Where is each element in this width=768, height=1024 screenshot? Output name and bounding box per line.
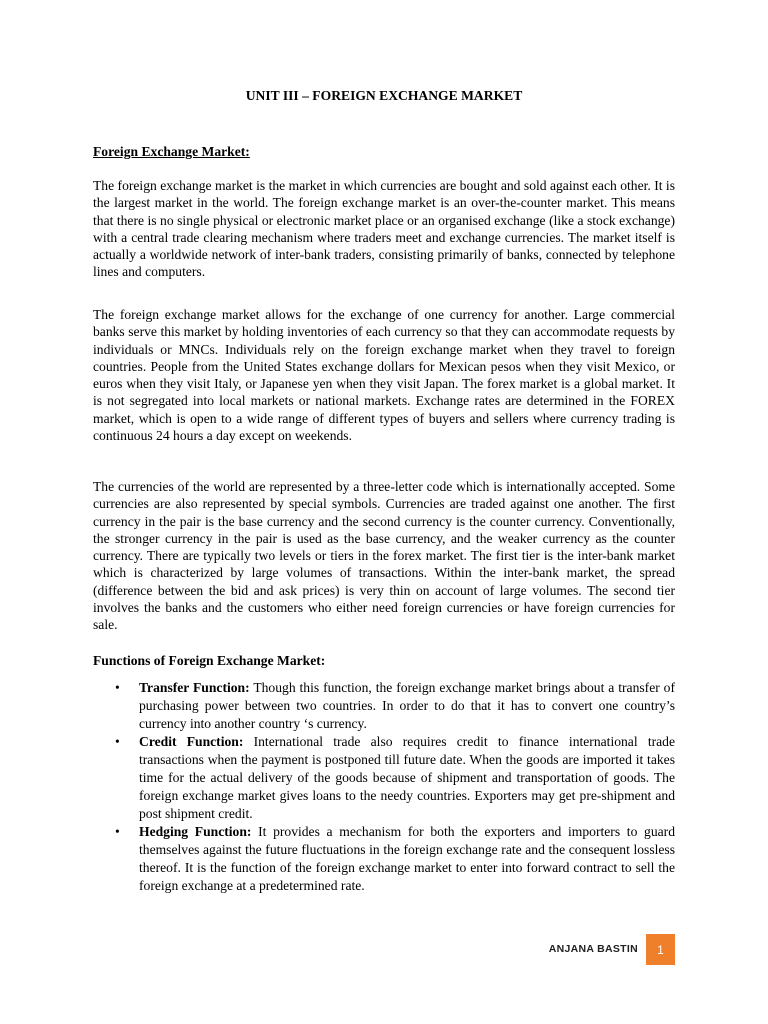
- functions-heading: Functions of Foreign Exchange Market:: [93, 653, 326, 668]
- bullet-icon: •: [115, 824, 120, 839]
- function-name: Transfer Function:: [139, 680, 250, 695]
- paragraph-intro: The foreign exchange market is the market in which currencies are bought and sold against each other. It is the largest market in the world. The foreign exchange market is an over-the-counter market. This means that there is no single physical or electronic market place or an organised exchange (like a stock exchange) with a central trade clearing mechanism where traders meet and exchange currencies. The market itself is actually a worldwide network of inter-bank traders, consisting primarily of banks, connected by telephone lines and computers.: [93, 178, 675, 280]
- function-item-transfer: [93, 679, 675, 733]
- function-text: Though this function, the foreign exchange market brings about a transfer of purchasing power between two countries. In order to do that it has to convert one country’s currency into another country ‘s currency.: [139, 680, 675, 731]
- function-name: Hedging Function:: [139, 824, 252, 839]
- footer-author: ANJANA BASTIN: [548, 943, 638, 955]
- bullet-icon: •: [115, 734, 120, 749]
- function-text: International trade also requires credit to finance international trade transactions when the payment is postponed till future date. When the goods are imported it takes time for the actual delivery of the goods because of shipment and transportation of goods. The foreign exchange market gives loans to the needy countries. Exporters may get pre-shipment and post shipment credit.: [139, 734, 676, 821]
- functions-list: [93, 679, 675, 895]
- section-heading: Foreign Exchange Market:: [93, 144, 250, 159]
- function-item-credit: [93, 733, 675, 823]
- document-title: UNIT III – FOREIGN EXCHANGE MARKET: [245, 88, 523, 103]
- function-item-hedging: [93, 823, 675, 895]
- paragraph-exchange: The foreign exchange market allows for the exchange of one currency for another. Large commercial banks serve this market by holding inventories of each currency so that they can accommodate requests by individuals or MNCs. Individuals rely on the foreign exchange market when they travel to foreign countries. People from the United States exchange dollars for Mexican pesos when they visit Mexico, or euros when they visit Italy, or Japanese yen when they visit Japan. The forex market is a global market. It is not segregated into local markets or national markets. Exchange rates are determined in the FOREX market, which is open to a wide range of different types of buyers and sellers where currency trading is continuous 24 hours a day except on weekends.: [93, 307, 675, 444]
- bullet-icon: •: [115, 680, 120, 695]
- page-number-badge: 1: [646, 934, 675, 965]
- function-text: It provides a mechanism for both the exporters and importers to guard themselves against the future fluctuations in the foreign exchange rate and the consequent lossless thereof. It is the function of the foreign exchange market to enter into forward contract to sell the foreign exchange at a predetermined rate.: [139, 824, 675, 893]
- function-name: Credit Function:: [139, 734, 244, 749]
- paragraph-currencies: The currencies of the world are represented by a three-letter code which is internationally accepted. Some currencies are also represented by special symbols. Currencies are traded against one another. The first currency in the pair is the base currency and the second currency is the counter currency. Conventionally, the stronger currency in the pair is used as the base currency, and the weaker currency as the counter currency. There are typically two levels or tiers in the forex market. The first tier is the inter-bank market which is characterized by large volumes of transactions. Within the inter-bank market, the spread (difference between the bid and ask prices) is very thin on account of large volumes. The second tier involves the banks and the customers who either need foreign currencies or have foreign currencies for sale.: [93, 479, 675, 633]
